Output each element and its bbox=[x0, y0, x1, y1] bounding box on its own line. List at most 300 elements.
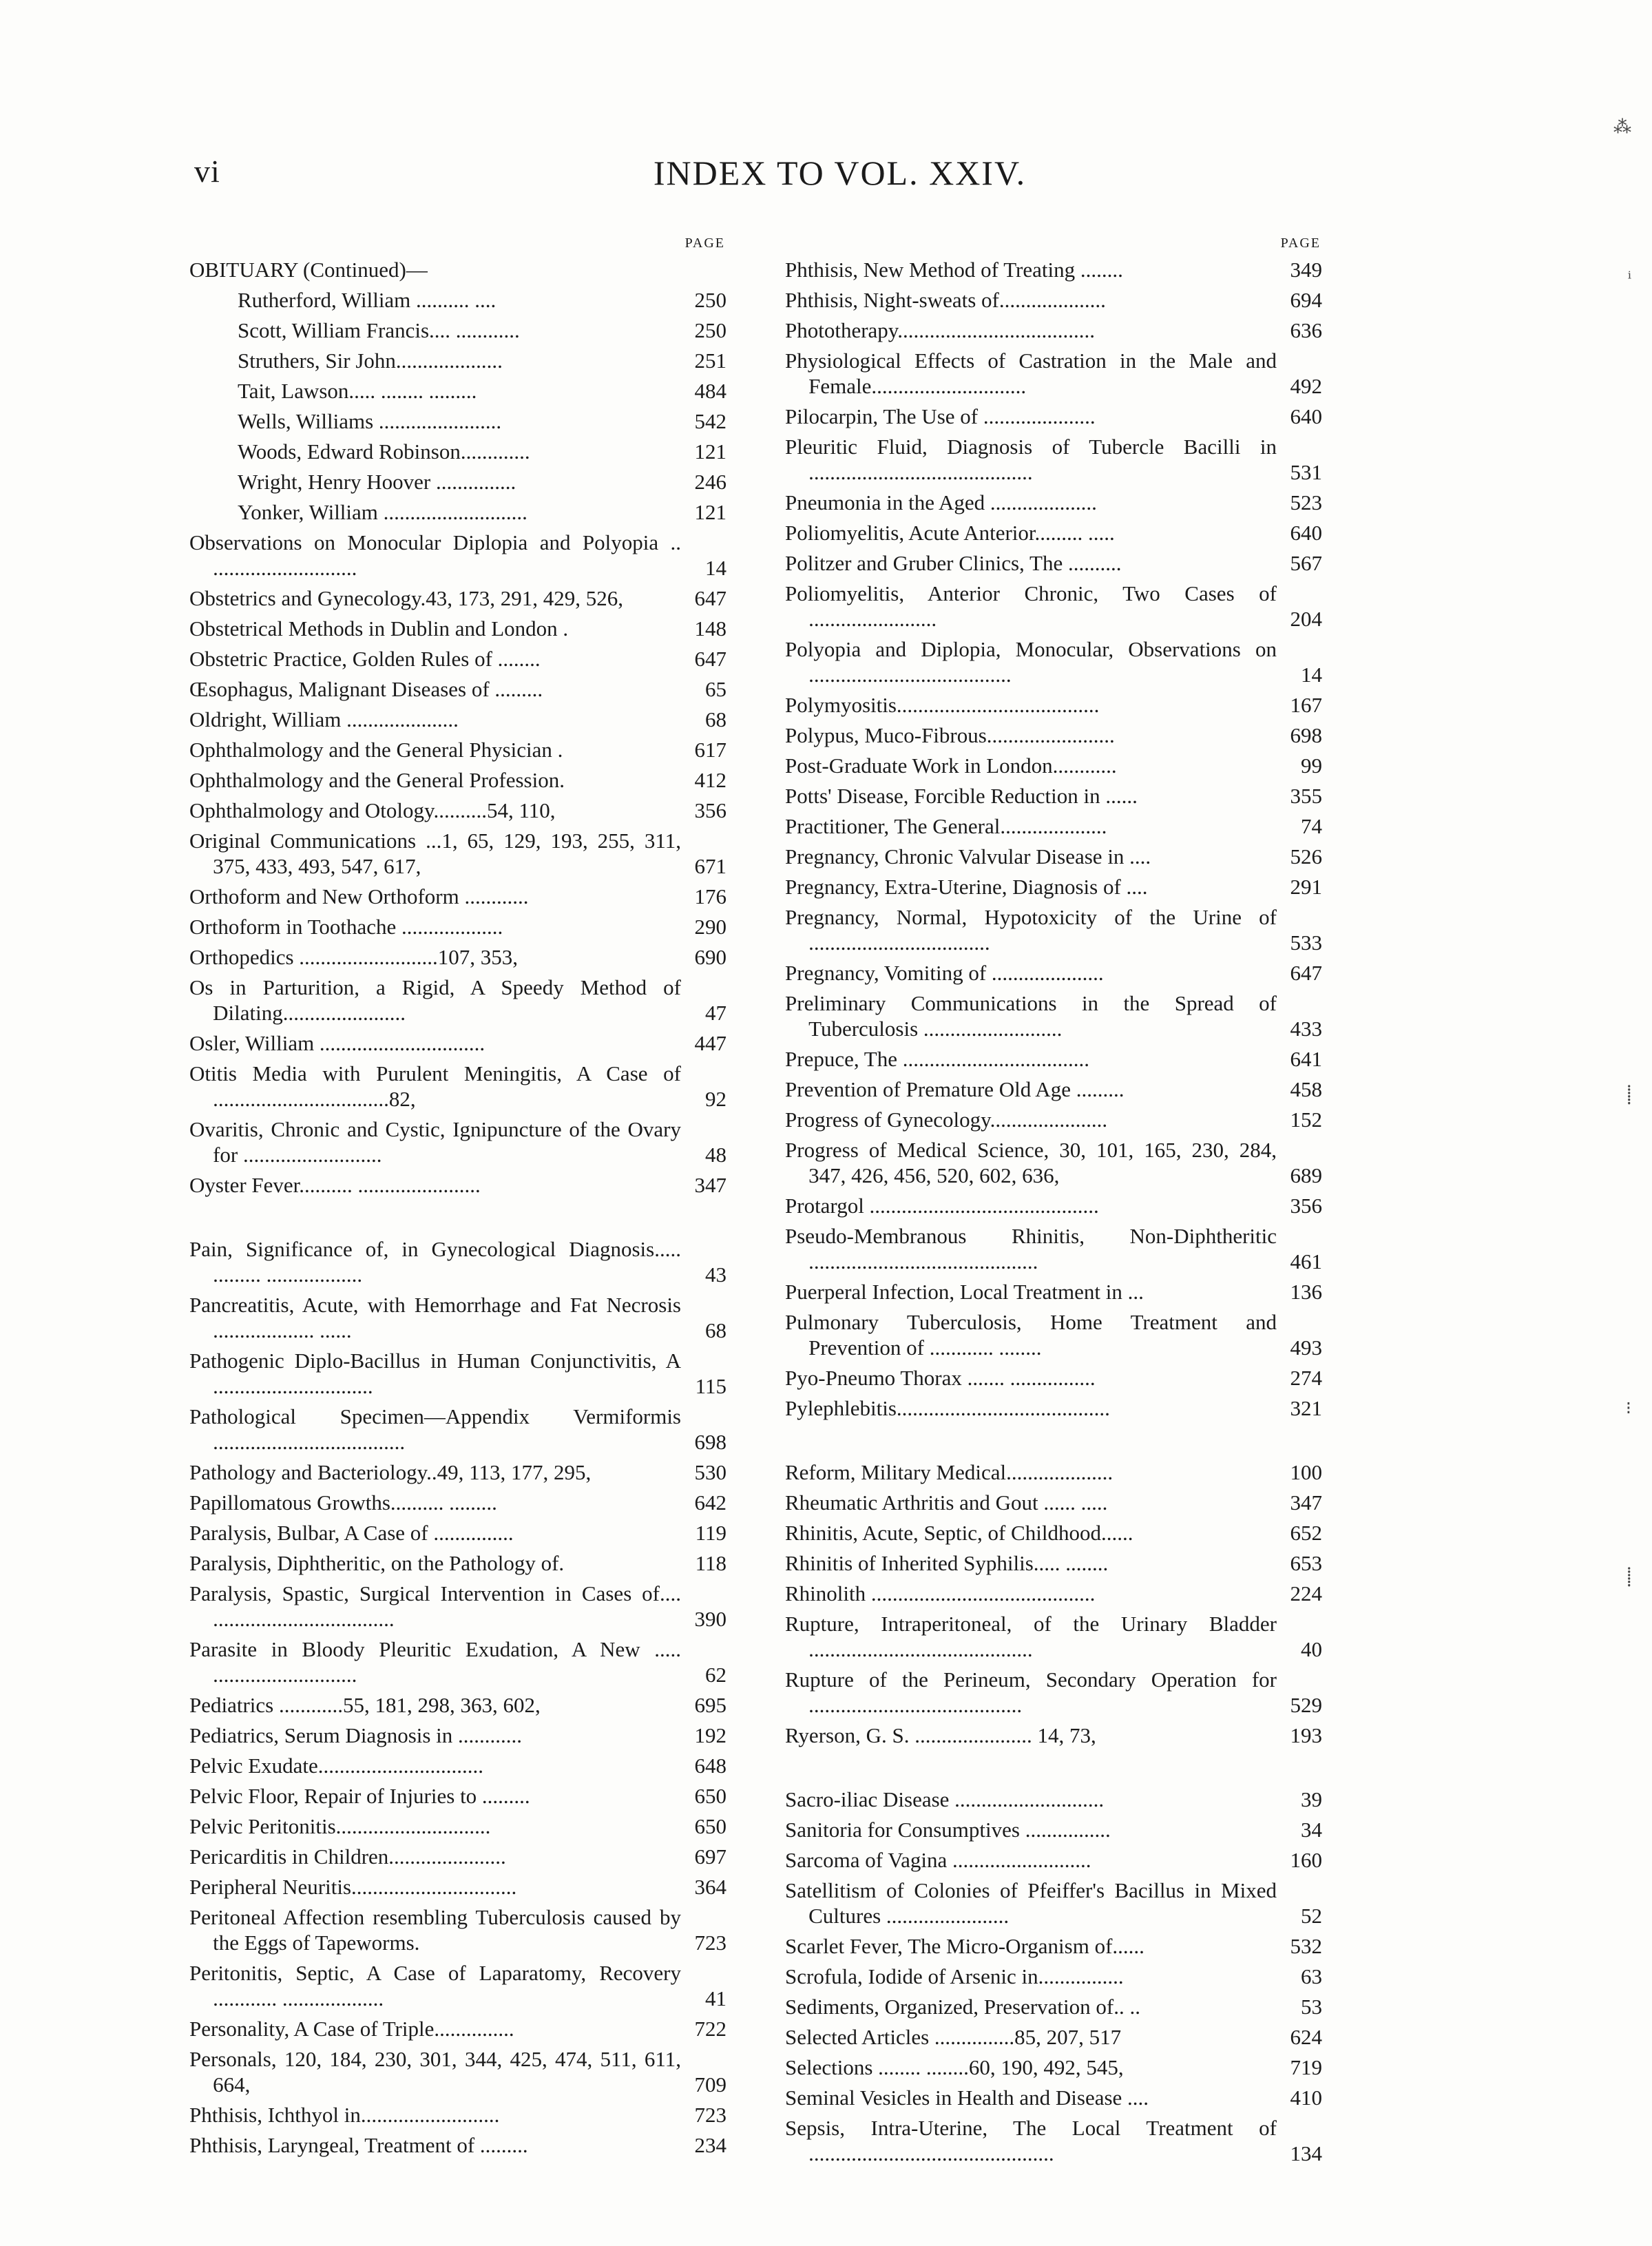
entry-page: 433 bbox=[1290, 1017, 1322, 1041]
index-entry bbox=[785, 813, 1322, 839]
entry-text: Puerperal Infection, Local Treatment in ... bbox=[785, 1280, 1144, 1304]
entry-page: 695 bbox=[694, 1693, 726, 1717]
index-entry bbox=[785, 287, 1322, 313]
entry-text: Polypus, Muco-Fibrous........................ bbox=[785, 723, 1115, 747]
entry-page: 291 bbox=[1290, 875, 1322, 899]
index-entries-right bbox=[785, 257, 1322, 2166]
entry-page: 274 bbox=[1290, 1366, 1322, 1390]
index-entry bbox=[785, 1137, 1322, 1188]
entry-page: 641 bbox=[1290, 1047, 1322, 1071]
entry-page: 39 bbox=[1301, 1787, 1322, 1811]
entry-text: Sacro-iliac Disease ............................ bbox=[785, 1787, 1105, 1811]
entry-page: 63 bbox=[1301, 1964, 1322, 1988]
entry-text: Phototherapy..................................... bbox=[785, 318, 1096, 342]
entry-text: Paralysis, Spastic, Surgical Intervention in Cases of.... .................................. bbox=[189, 1581, 681, 1631]
entry-text: Phthisis, New Method of Treating ........ bbox=[785, 258, 1123, 282]
index-entry bbox=[189, 914, 726, 939]
index-entry bbox=[785, 2055, 1322, 2080]
entry-page: 526 bbox=[1290, 844, 1322, 869]
index-entry bbox=[785, 348, 1322, 399]
entry-text: Observations on Monocular Diplopia and Polyopia .. ........................... bbox=[189, 530, 681, 580]
index-entries-left bbox=[189, 257, 726, 2158]
index-entry bbox=[785, 2024, 1322, 2050]
entry-text: Struthers, Sir John.................... bbox=[238, 349, 503, 373]
index-entry bbox=[785, 520, 1322, 545]
index-entry bbox=[189, 1292, 726, 1343]
index-entry bbox=[189, 1236, 726, 1287]
entry-text: Progress of Gynecology...................... bbox=[785, 1108, 1108, 1132]
entry-text: Seminal Vesicles in Health and Disease .... bbox=[785, 2086, 1149, 2110]
index-entry bbox=[785, 1395, 1322, 1421]
entry-text: Pelvic Peritonitis............................. bbox=[189, 1814, 491, 1838]
entry-page: 43 bbox=[705, 1262, 726, 1287]
index-entry bbox=[189, 767, 726, 793]
entry-page: 321 bbox=[1290, 1396, 1322, 1420]
entry-text: Original Communications ...1, 65, 129, 193, 255, 311, 375, 433, 493, 547, 617, bbox=[189, 829, 681, 878]
entry-page: 119 bbox=[695, 1521, 726, 1545]
index-entry bbox=[785, 1581, 1322, 1606]
entry-text: Ophthalmology and Otology..........54, 110, bbox=[189, 798, 556, 822]
entry-page: 192 bbox=[694, 1723, 726, 1747]
entry-page: 671 bbox=[694, 854, 726, 878]
entry-text: Pelvic Exudate............................... bbox=[189, 1754, 484, 1778]
entry-text: Phthisis, Laryngeal, Treatment of ......... bbox=[189, 2133, 528, 2157]
entry-text: Pediatrics ............55, 181, 298, 363, 602, bbox=[189, 1693, 541, 1717]
entry-text: Selected Articles ...............85, 207, 517 bbox=[785, 2025, 1122, 2049]
index-entry bbox=[189, 707, 726, 732]
entry-page: 697 bbox=[694, 1844, 726, 1869]
index-entry bbox=[189, 1116, 726, 1167]
index-column-right bbox=[785, 234, 1322, 2166]
entry-text: Politzer and Gruber Clinics, The .......... bbox=[785, 551, 1122, 575]
entry-page: 647 bbox=[694, 586, 726, 610]
index-entry bbox=[189, 318, 726, 343]
entry-text: Sediments, Organized, Preservation of.. .. bbox=[785, 1995, 1140, 2019]
page-title: INDEX TO VOL. XXIV. bbox=[653, 154, 1027, 192]
index-entry bbox=[189, 737, 726, 762]
entry-page: 347 bbox=[694, 1173, 726, 1197]
index-entry bbox=[189, 1813, 726, 1839]
index-entry bbox=[189, 1581, 726, 1632]
index-entry bbox=[785, 1847, 1322, 1873]
entry-text: Wright, Henry Hoover ............... bbox=[238, 470, 516, 494]
index-entry bbox=[785, 318, 1322, 343]
entry-page: 121 bbox=[694, 439, 726, 464]
entry-text: Orthoform and New Orthoform ............ bbox=[189, 884, 529, 908]
entry-text: Pulmonary Tuberculosis, Home Treatment and Prevention of ............ ........ bbox=[785, 1310, 1277, 1360]
index-entry bbox=[785, 1107, 1322, 1132]
entry-text: Progress of Medical Science, 30, 101, 165, 230, 284, 347, 426, 456, 520, 602, 636, bbox=[785, 1138, 1277, 1187]
entry-page: 356 bbox=[694, 798, 726, 822]
entry-page: 642 bbox=[694, 1490, 726, 1515]
entry-text: Woods, Edward Robinson............. bbox=[238, 439, 530, 464]
entry-text: Pseudo-Membranous Rhinitis, Non-Diphtheritic ........................................... bbox=[785, 1224, 1277, 1273]
index-entry bbox=[189, 499, 726, 525]
entry-page: 167 bbox=[1290, 693, 1322, 717]
entry-page: 698 bbox=[694, 1430, 726, 1454]
entry-text: Rutherford, William .......... .... bbox=[238, 288, 496, 312]
entry-text: Phthisis, Ichthyol in.......................... bbox=[189, 2103, 500, 2127]
entry-text: Obstetrical Methods in Dublin and London . bbox=[189, 616, 569, 641]
entry-page: 160 bbox=[1290, 1848, 1322, 1872]
index-entry bbox=[785, 1878, 1322, 1928]
index-entry bbox=[785, 1933, 1322, 1959]
entry-text: Pregnancy, Chronic Valvular Disease in .... bbox=[785, 844, 1151, 869]
index-entry bbox=[189, 408, 726, 434]
entry-text: Paralysis, Bulbar, A Case of ............... bbox=[189, 1521, 514, 1545]
entry-text: Sepsis, Intra-Uterine, The Local Treatment of .............................................. bbox=[785, 2116, 1277, 2165]
page-number: vi bbox=[194, 154, 220, 189]
entry-page: 493 bbox=[1290, 1335, 1322, 1360]
entry-page: 234 bbox=[694, 2133, 726, 2157]
index-entry bbox=[785, 753, 1322, 778]
entry-text: Ophthalmology and the General Profession. bbox=[189, 768, 565, 792]
entry-text: Os in Parturition, a Rigid, A Speedy Method of Dilating....................... bbox=[189, 975, 681, 1025]
entry-page: 484 bbox=[694, 379, 726, 403]
index-entry bbox=[189, 646, 726, 672]
entry-page: 530 bbox=[694, 1460, 726, 1484]
index-entry bbox=[189, 378, 726, 404]
entry-text: Rupture of the Perineum, Secondary Operation for ........................................ bbox=[785, 1667, 1277, 1717]
entry-text: Pregnancy, Extra-Uterine, Diagnosis of .... bbox=[785, 875, 1148, 899]
entry-page: 719 bbox=[1290, 2055, 1322, 2079]
index-entry bbox=[785, 960, 1322, 986]
entry-text: Yonker, William ........................... bbox=[238, 500, 527, 524]
index-entry bbox=[189, 439, 726, 464]
index-entry bbox=[785, 1667, 1322, 1718]
index-entry bbox=[785, 1723, 1322, 1748]
entry-page: 14 bbox=[1301, 663, 1322, 687]
entry-page: 356 bbox=[1290, 1194, 1322, 1218]
index-entry bbox=[785, 722, 1322, 748]
entry-page: 118 bbox=[695, 1551, 726, 1575]
index-entry bbox=[785, 1077, 1322, 1102]
entry-page: 152 bbox=[1290, 1108, 1322, 1132]
index-entry bbox=[189, 2046, 726, 2097]
entry-text: OBITUARY (Continued)— bbox=[189, 258, 428, 282]
entry-page: 364 bbox=[694, 1875, 726, 1899]
entry-page: 624 bbox=[1290, 2025, 1322, 2049]
entry-text: Polymyositis...................................... bbox=[785, 693, 1100, 717]
entry-text: Otitis Media with Purulent Meningitis, A Case of .................................82, bbox=[189, 1061, 681, 1111]
entry-page: 617 bbox=[694, 738, 726, 762]
entry-page: 689 bbox=[1290, 1163, 1322, 1187]
index-entry bbox=[785, 1046, 1322, 1072]
entry-text: Practitioner, The General.................... bbox=[785, 814, 1107, 838]
index-entry bbox=[189, 1636, 726, 1687]
entry-text: Pilocarpin, The Use of ..................... bbox=[785, 404, 1096, 428]
entry-text: Ophthalmology and the General Physician . bbox=[189, 738, 563, 762]
index-entry bbox=[785, 1611, 1322, 1662]
entry-text: Pregnancy, Normal, Hypotoxicity of the Urine of .................................. bbox=[785, 905, 1277, 955]
index-entry bbox=[785, 1550, 1322, 1576]
entry-text: Orthopedics ..........................107, 353, bbox=[189, 945, 519, 969]
index-entry bbox=[189, 1520, 726, 1546]
entry-text: Polyopia and Diplopia, Monocular, Observations on ...................................... bbox=[785, 637, 1277, 687]
index-entry bbox=[785, 404, 1322, 429]
entry-page: 650 bbox=[694, 1784, 726, 1808]
index-entry bbox=[189, 828, 726, 879]
index-entry bbox=[785, 783, 1322, 809]
index-column-left bbox=[189, 234, 726, 2158]
entry-page: 694 bbox=[1290, 288, 1322, 312]
entry-page: 53 bbox=[1301, 1995, 1322, 2019]
entry-text: Phthisis, Night-sweats of.................... bbox=[785, 288, 1106, 312]
index-entry bbox=[785, 1817, 1322, 1842]
entry-page: 136 bbox=[1290, 1280, 1322, 1304]
entry-text: Preliminary Communications in the Spread of Tuberculosis .......................... bbox=[785, 991, 1277, 1041]
entry-text: Pathological Specimen—Appendix Vermiformis .................................... bbox=[189, 1404, 681, 1454]
entry-page: 532 bbox=[1290, 1934, 1322, 1958]
entry-text: Tait, Lawson..... ........ ......... bbox=[238, 379, 477, 403]
index-entry bbox=[785, 257, 1322, 282]
entry-text: Oyster Fever.......... ....................... bbox=[189, 1173, 481, 1197]
entry-text: Pregnancy, Vomiting of ..................... bbox=[785, 961, 1104, 985]
entry-text: Rheumatic Arthritis and Gout ...... ..... bbox=[785, 1490, 1108, 1515]
index-entry bbox=[785, 434, 1322, 485]
entry-page: 193 bbox=[1290, 1723, 1322, 1747]
entry-text: Pericarditis in Children...................... bbox=[189, 1844, 506, 1869]
entry-text: Oldright, William ..................... bbox=[189, 707, 459, 731]
entry-text: Personals, 120, 184, 230, 301, 344, 425, 474, 511, 611, 664, bbox=[189, 2047, 681, 2097]
index-entry bbox=[785, 1520, 1322, 1546]
index-entry bbox=[785, 1787, 1322, 1812]
index-entry bbox=[785, 874, 1322, 900]
entry-text: Personality, A Case of Triple............... bbox=[189, 2017, 514, 2041]
index-entry bbox=[189, 287, 726, 313]
index-entry bbox=[189, 2132, 726, 2158]
entry-text: Rhinitis of Inherited Syphilis..... ........ bbox=[785, 1551, 1109, 1575]
index-entry bbox=[785, 1223, 1322, 1274]
entry-page: 567 bbox=[1290, 551, 1322, 575]
entry-page: 690 bbox=[694, 945, 726, 969]
index-entry bbox=[189, 1348, 726, 1399]
entry-page: 723 bbox=[694, 1931, 726, 1955]
page-column-label: PAGE bbox=[1280, 236, 1321, 251]
entry-text: Paralysis, Diphtheritic, on the Pathology of. bbox=[189, 1551, 565, 1575]
index-entry bbox=[785, 1309, 1322, 1360]
index-entry bbox=[189, 616, 726, 641]
entry-page: 492 bbox=[1290, 374, 1322, 398]
index-entry bbox=[785, 581, 1322, 632]
index-entry bbox=[189, 944, 726, 970]
index-entry bbox=[189, 1844, 726, 1869]
entry-text: Pelvic Floor, Repair of Injuries to ......... bbox=[189, 1784, 530, 1808]
index-entry bbox=[189, 884, 726, 909]
entry-page: 100 bbox=[1290, 1460, 1322, 1484]
entry-text: Pediatrics, Serum Diagnosis in ............ bbox=[189, 1723, 523, 1747]
index-entry bbox=[785, 1193, 1322, 1218]
entry-page: 347 bbox=[1290, 1490, 1322, 1515]
entry-text: Satellitism of Colonies of Pfeiffer's Bacillus in Mixed Cultures ....................... bbox=[785, 1878, 1277, 1928]
index-entry bbox=[189, 1753, 726, 1778]
scan-margin-marks: ⁂ ⁱ ⸽ ⁝ ⸽ bbox=[1613, 117, 1631, 1587]
entry-text: Poliomyelitis, Acute Anterior......... ..... bbox=[785, 521, 1115, 545]
entry-page: 410 bbox=[1290, 2086, 1322, 2110]
entry-page: 531 bbox=[1290, 460, 1322, 484]
entry-page: 148 bbox=[694, 616, 726, 641]
entry-text: Œsophagus, Malignant Diseases of ......... bbox=[189, 677, 543, 701]
index-entry bbox=[785, 1365, 1322, 1391]
entry-page: 709 bbox=[694, 2072, 726, 2097]
entry-page: 529 bbox=[1290, 1693, 1322, 1717]
entry-page: 447 bbox=[694, 1031, 726, 1055]
index-entry bbox=[189, 1723, 726, 1748]
entry-text: Rupture, Intraperitoneal, of the Urinary Bladder .......................................... bbox=[785, 1612, 1277, 1661]
entry-text: Scrofula, Iodide of Arsenic in................ bbox=[785, 1964, 1124, 1988]
entry-page: 99 bbox=[1301, 753, 1322, 778]
entry-page: 224 bbox=[1290, 1581, 1322, 1605]
index-entry bbox=[785, 550, 1322, 576]
entry-text: Pleuritic Fluid, Diagnosis of Tubercle Bacilli in .......................................... bbox=[785, 435, 1277, 484]
entry-text: Prepuce, The ................................... bbox=[785, 1047, 1089, 1071]
index-entry bbox=[189, 257, 726, 282]
index-entry bbox=[189, 1061, 726, 1112]
entry-page: 723 bbox=[694, 2103, 726, 2127]
entry-page: 458 bbox=[1290, 1077, 1322, 1101]
index-entry bbox=[189, 1030, 726, 1056]
entry-page: 542 bbox=[694, 409, 726, 433]
entry-page: 523 bbox=[1290, 490, 1322, 514]
entry-text: Papillomatous Growths.......... ......... bbox=[189, 1490, 497, 1515]
entry-page: 115 bbox=[695, 1374, 726, 1398]
entry-page: 52 bbox=[1301, 1904, 1322, 1928]
entry-text: Sarcoma of Vagina .......................... bbox=[785, 1848, 1091, 1872]
entry-text: Pathogenic Diplo-Bacillus in Human Conjunctivitis, A .............................. bbox=[189, 1349, 681, 1398]
entry-text: Orthoform in Toothache ................... bbox=[189, 915, 503, 939]
entry-page: 251 bbox=[694, 349, 726, 373]
index-entry bbox=[189, 798, 726, 823]
entry-page: 41 bbox=[705, 1986, 726, 2010]
entry-text: Scott, William Francis.... ............ bbox=[238, 318, 520, 342]
index-entry bbox=[785, 904, 1322, 955]
index-entry bbox=[189, 1550, 726, 1576]
entry-page: 62 bbox=[705, 1663, 726, 1687]
index-entry bbox=[785, 2085, 1322, 2110]
index-entry bbox=[189, 530, 726, 581]
entry-page: 652 bbox=[1290, 1521, 1322, 1545]
entry-page: 647 bbox=[694, 647, 726, 671]
entry-text: Reform, Military Medical.................... bbox=[785, 1460, 1113, 1484]
entry-page: 65 bbox=[705, 677, 726, 701]
entry-text: Protargol ........................................... bbox=[785, 1194, 1099, 1218]
entry-page: 647 bbox=[1290, 961, 1322, 985]
page-column-label: PAGE bbox=[684, 236, 725, 251]
entry-text: Pathology and Bacteriology..49, 113, 177, 295, bbox=[189, 1460, 592, 1484]
entry-text: Scarlet Fever, The Micro-Organism of...... bbox=[785, 1934, 1144, 1958]
entry-page: 349 bbox=[1290, 258, 1322, 282]
index-entry bbox=[189, 1404, 726, 1455]
entry-page: 461 bbox=[1290, 1249, 1322, 1273]
entry-page: 121 bbox=[694, 500, 726, 524]
index-entry bbox=[785, 692, 1322, 718]
entry-text: Osler, William ............................... bbox=[189, 1031, 485, 1055]
entry-page: 533 bbox=[1290, 930, 1322, 955]
entry-page: 648 bbox=[694, 1754, 726, 1778]
entry-page: 74 bbox=[1301, 814, 1322, 838]
entry-page: 204 bbox=[1290, 607, 1322, 631]
entry-text: Obstetric Practice, Golden Rules of ........ bbox=[189, 647, 541, 671]
entry-page: 40 bbox=[1301, 1637, 1322, 1661]
index-entry bbox=[189, 2102, 726, 2128]
entry-page: 134 bbox=[1290, 2141, 1322, 2165]
index-entry bbox=[189, 676, 726, 702]
entry-text: Peritonitis, Septic, A Case of Laparatomy, Recovery ............ ................... bbox=[189, 1961, 681, 2010]
index-entry bbox=[189, 1960, 726, 2011]
entry-page: 698 bbox=[1290, 723, 1322, 747]
entry-page: 176 bbox=[694, 884, 726, 908]
entry-page: 355 bbox=[1290, 784, 1322, 808]
entry-text: Rhinolith .......................................... bbox=[785, 1581, 1096, 1605]
entry-text: Sanitoria for Consumptives ................ bbox=[785, 1818, 1111, 1842]
entry-text: Ovaritis, Chronic and Cystic, Ignipuncture of the Ovary for .......................... bbox=[189, 1117, 681, 1167]
entry-page: 722 bbox=[694, 2017, 726, 2041]
entry-page: 640 bbox=[1290, 404, 1322, 428]
index-entry bbox=[785, 844, 1322, 869]
entry-text: Ryerson, G. S. ...................... 14, 73, bbox=[785, 1723, 1096, 1747]
entry-page: 68 bbox=[705, 1318, 726, 1342]
index-entry bbox=[785, 490, 1322, 515]
page-header bbox=[0, 153, 1652, 194]
entry-page: 34 bbox=[1301, 1818, 1322, 1842]
entry-page: 250 bbox=[694, 288, 726, 312]
entry-text: Prevention of Premature Old Age ......... bbox=[785, 1077, 1125, 1101]
entry-text: Rhinitis, Acute, Septic, of Childhood...... bbox=[785, 1521, 1133, 1545]
index-entry bbox=[189, 1874, 726, 1900]
entry-page: 92 bbox=[705, 1087, 726, 1111]
entry-page: 68 bbox=[705, 707, 726, 731]
entry-page: 14 bbox=[705, 556, 726, 580]
index-entry bbox=[785, 1490, 1322, 1515]
index-entry bbox=[785, 990, 1322, 1041]
index-entry bbox=[785, 2115, 1322, 2166]
entry-text: Pneumonia in the Aged .................... bbox=[785, 490, 1097, 514]
entry-page: 650 bbox=[694, 1814, 726, 1838]
index-entry bbox=[785, 636, 1322, 687]
entry-text: Wells, Williams ....................... bbox=[238, 409, 502, 433]
entry-text: Peripheral Neuritis............................... bbox=[189, 1875, 517, 1899]
entry-text: Selections ........ ........60, 190, 492, 545, bbox=[785, 2055, 1124, 2079]
entry-text: Pancreatitis, Acute, with Hemorrhage and Fat Necrosis ................... ...... bbox=[189, 1293, 681, 1342]
entry-page: 390 bbox=[694, 1607, 726, 1631]
entry-page: 48 bbox=[705, 1143, 726, 1167]
entry-text: Potts' Disease, Forcible Reduction in ...... bbox=[785, 784, 1138, 808]
index-entry bbox=[189, 348, 726, 373]
entry-text: Peritoneal Affection resembling Tuberculosis caused by the Eggs of Tapeworms. bbox=[189, 1905, 681, 1955]
index-entry bbox=[189, 1459, 726, 1485]
index-entry bbox=[189, 2016, 726, 2041]
entry-page: 290 bbox=[694, 915, 726, 939]
entry-text: Pylephlebitis........................................ bbox=[785, 1396, 1110, 1420]
entry-page: 653 bbox=[1290, 1551, 1322, 1575]
index-entry bbox=[189, 469, 726, 495]
index-entry bbox=[189, 1904, 726, 1955]
index-entry bbox=[785, 1279, 1322, 1304]
entry-page: 47 bbox=[705, 1001, 726, 1025]
entry-text: Post-Graduate Work in London............ bbox=[785, 753, 1117, 778]
entry-page: 412 bbox=[694, 768, 726, 792]
entry-text: Pyo-Pneumo Thorax ....... ................ bbox=[785, 1366, 1096, 1390]
entry-page: 246 bbox=[694, 470, 726, 494]
index-entry bbox=[189, 585, 726, 611]
index-entry bbox=[189, 975, 726, 1026]
entry-page: 640 bbox=[1290, 521, 1322, 545]
entry-text: Poliomyelitis, Anterior Chronic, Two Cases of ........................ bbox=[785, 581, 1277, 631]
index-entry bbox=[189, 1692, 726, 1718]
entry-text: Obstetrics and Gynecology.43, 173, 291, 429, 526, bbox=[189, 586, 623, 610]
index-entry bbox=[785, 1964, 1322, 1989]
index-entry bbox=[189, 1490, 726, 1515]
